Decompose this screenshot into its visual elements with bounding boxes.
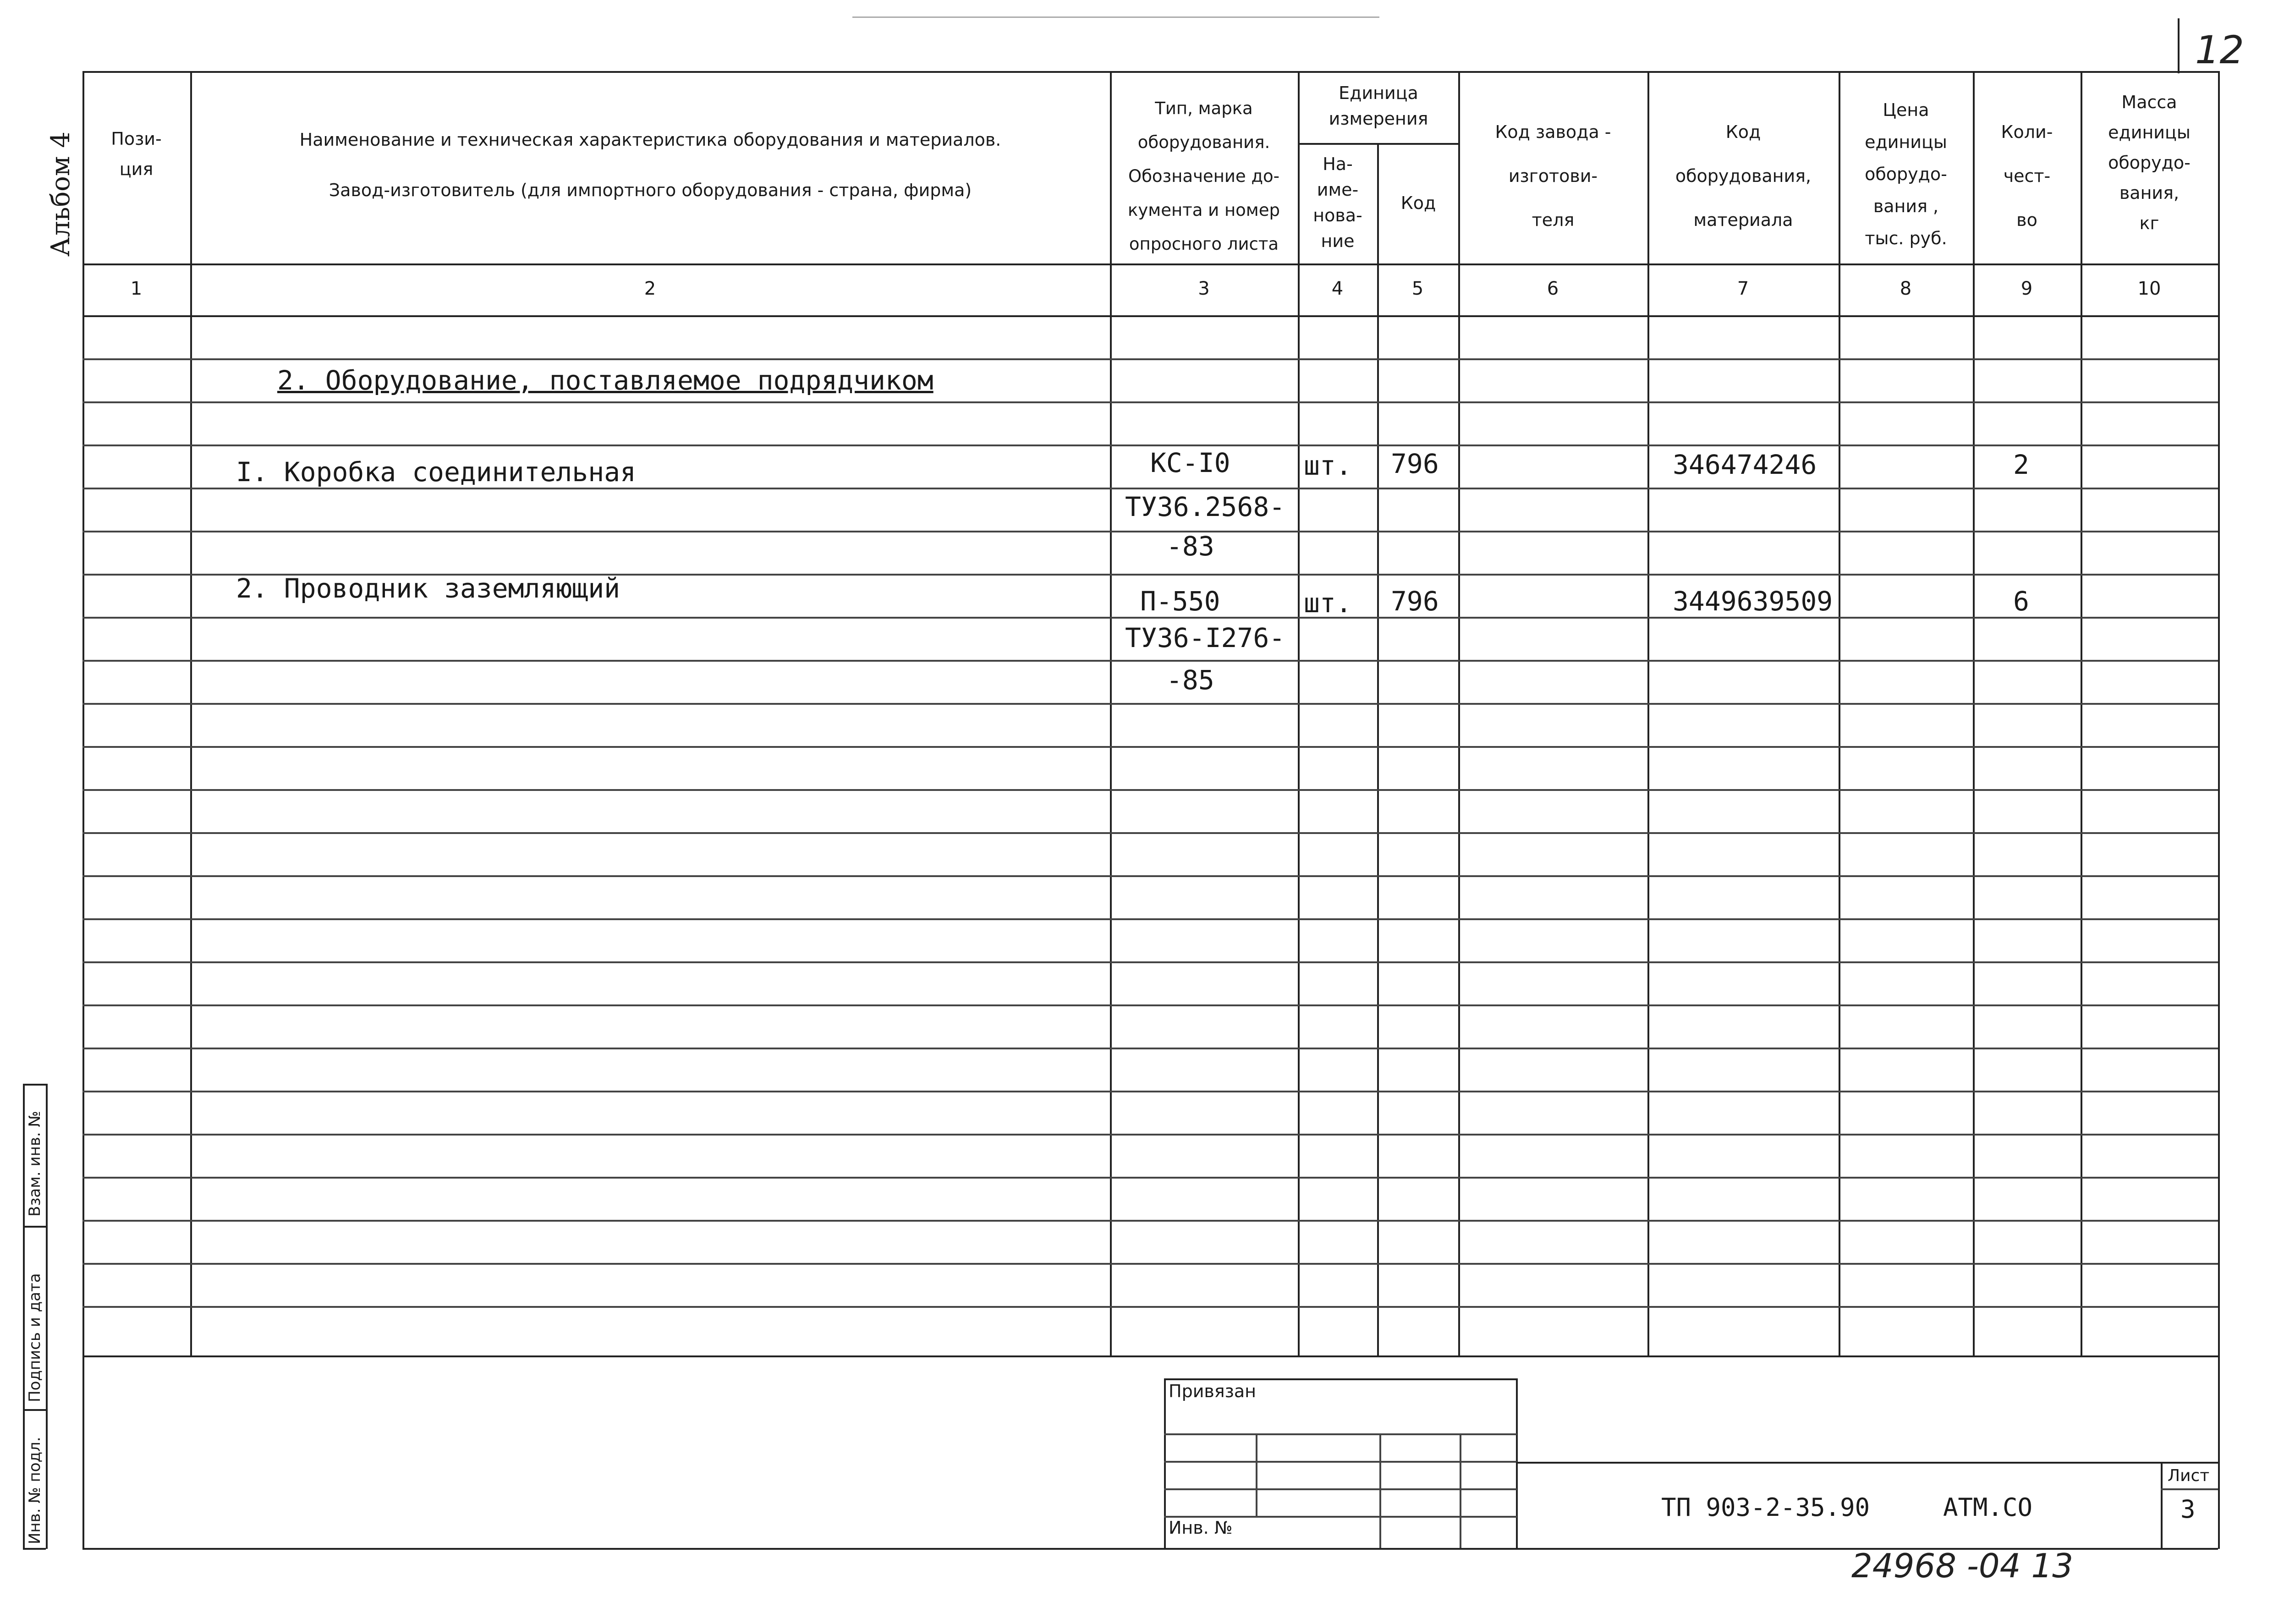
item-1-type: КС-I0 — [1150, 447, 1230, 478]
item-1-equipment-code: 346474246 — [1673, 449, 1817, 480]
stamp-strip-left — [23, 1084, 25, 1549]
row-line — [82, 832, 2218, 834]
row-line — [82, 401, 2218, 403]
vzam-inv-label: Взам. инв. № — [26, 1111, 44, 1217]
scan-line — [852, 16, 1379, 18]
stamp-box-col — [1460, 1433, 1461, 1548]
row-line — [82, 918, 2218, 920]
item-1-quantity: 2 — [2013, 449, 2029, 480]
header-col10: Масса единицы оборудо- вания, кг — [2108, 92, 2191, 233]
colnum-5: 5 — [1411, 278, 1424, 299]
item-2-name: 2. Проводник заземляющий — [236, 573, 620, 604]
frame-top — [82, 71, 2218, 73]
row-line — [82, 703, 2218, 705]
row-line — [82, 1177, 2218, 1179]
sheet-box-divider — [2161, 1488, 2218, 1490]
item-2-unit: шт. — [1304, 587, 1352, 619]
colnum-3: 3 — [1198, 278, 1210, 299]
item-1-unit: шт. — [1304, 450, 1352, 481]
frame-right — [2218, 71, 2220, 1549]
row-line — [82, 531, 2218, 532]
stamp-box-top — [1164, 1378, 1517, 1380]
header-col5: Код — [1400, 193, 1436, 213]
item-2-doc: ТУ36-I276- — [1125, 622, 1285, 653]
doc-code-top — [1516, 1462, 2218, 1464]
inv-no-label: Инв. № — [1169, 1518, 1233, 1538]
header-col1: Пози- ция — [111, 129, 162, 179]
colnum-6: 6 — [1547, 278, 1559, 299]
item-1-unit-code: 796 — [1391, 448, 1439, 479]
colnum-4: 4 — [1331, 278, 1344, 299]
stamp-box-row — [1164, 1488, 1517, 1490]
stamp-strip-bottom — [23, 1548, 46, 1550]
row-line — [82, 1048, 2218, 1049]
colnum-1: 1 — [130, 278, 143, 299]
bottom-handwritten-number: 24968 -04 13 — [1851, 1547, 2074, 1585]
section-title: 2. Оборудование, поставляемое подрядчиком — [277, 365, 933, 396]
colnum-9: 9 — [2020, 278, 2033, 299]
header-col8: Цена единицы оборудо- вания , тыс. руб. — [1865, 100, 1947, 248]
row-line — [82, 1306, 2218, 1308]
stamp-box-row — [1164, 1461, 1517, 1463]
col-line-4 — [1377, 143, 1379, 1356]
sheet-number: 3 — [2180, 1495, 2196, 1524]
sheet-label: Лист — [2168, 1466, 2210, 1485]
item-1-doc-cont: -83 — [1166, 531, 1214, 562]
document-suffix: АТМ.СО — [1943, 1493, 2033, 1522]
row-line — [82, 358, 2218, 360]
header-col6: Код завода - изготови- теля — [1495, 122, 1611, 230]
item-2-unit-code: 796 — [1391, 586, 1439, 617]
header-unit-group: Единица измерения — [1329, 83, 1428, 129]
row-line — [82, 1004, 2218, 1006]
row-line — [82, 444, 2218, 446]
stamp-box-left — [1164, 1378, 1166, 1548]
row-line — [82, 746, 2218, 748]
colnum-10: 10 — [2137, 278, 2161, 299]
stamp-strip-div1 — [23, 1226, 46, 1228]
row-line — [82, 660, 2218, 662]
album-label: Альбом 4 — [46, 132, 76, 257]
item-2-quantity: 6 — [2013, 586, 2029, 617]
item-2-type: П-550 — [1140, 586, 1220, 617]
colnum-2: 2 — [644, 278, 656, 299]
colnum-8: 8 — [1900, 278, 1912, 299]
header-col2: Наименование и техническая характеристика оборудования и материалов. Завод-изготовитель (для импортного оборудования - страна, фирма) — [299, 130, 1001, 200]
corner-divider — [2178, 18, 2180, 73]
stamp-strip-div2 — [23, 1409, 46, 1411]
row-line — [82, 617, 2218, 619]
header-col7: Код оборудования, материала — [1675, 122, 1812, 230]
item-1-name: I. Коробка соединительная — [236, 456, 636, 488]
podpis-data-label: Подпись и дата — [26, 1273, 44, 1402]
row-line — [82, 1134, 2218, 1136]
row-line — [82, 961, 2218, 963]
row-line — [82, 1091, 2218, 1092]
item-2-doc-cont: -85 — [1166, 664, 1214, 696]
inv-podl-label: Инв. № подл. — [26, 1437, 44, 1544]
stamp-box-col — [1256, 1433, 1257, 1516]
row-line — [82, 488, 2218, 489]
row-line — [82, 789, 2218, 791]
table-bottom-line — [82, 1355, 2218, 1357]
stamp-strip-top — [23, 1084, 46, 1086]
stamp-box-col — [1379, 1433, 1381, 1548]
header-col9: Коли- чест- во — [2001, 122, 2053, 230]
row-line — [82, 1220, 2218, 1222]
sheet-box-left — [2161, 1462, 2163, 1548]
colnum-bottom-line — [82, 315, 2218, 317]
header-col3: Тип, марка оборудования. Обозначение до- кумента и номер опросного листа — [1128, 99, 1280, 254]
item-2-equipment-code: 3449639509 — [1673, 586, 1833, 617]
row-line — [82, 1263, 2218, 1265]
stamp-strip-mid — [46, 1084, 48, 1549]
document-code: ТП 903-2-35.90 — [1661, 1493, 1870, 1522]
sheet-corner-number: 12 — [2195, 27, 2244, 72]
colnum-7: 7 — [1737, 278, 1749, 299]
privyazan-label: Привязан — [1169, 1381, 1256, 1401]
header-col4: На- име- нова- ние — [1313, 154, 1362, 251]
stamp-box-row — [1164, 1433, 1517, 1435]
item-1-doc: ТУ36.2568- — [1125, 491, 1285, 522]
row-line — [82, 875, 2218, 877]
